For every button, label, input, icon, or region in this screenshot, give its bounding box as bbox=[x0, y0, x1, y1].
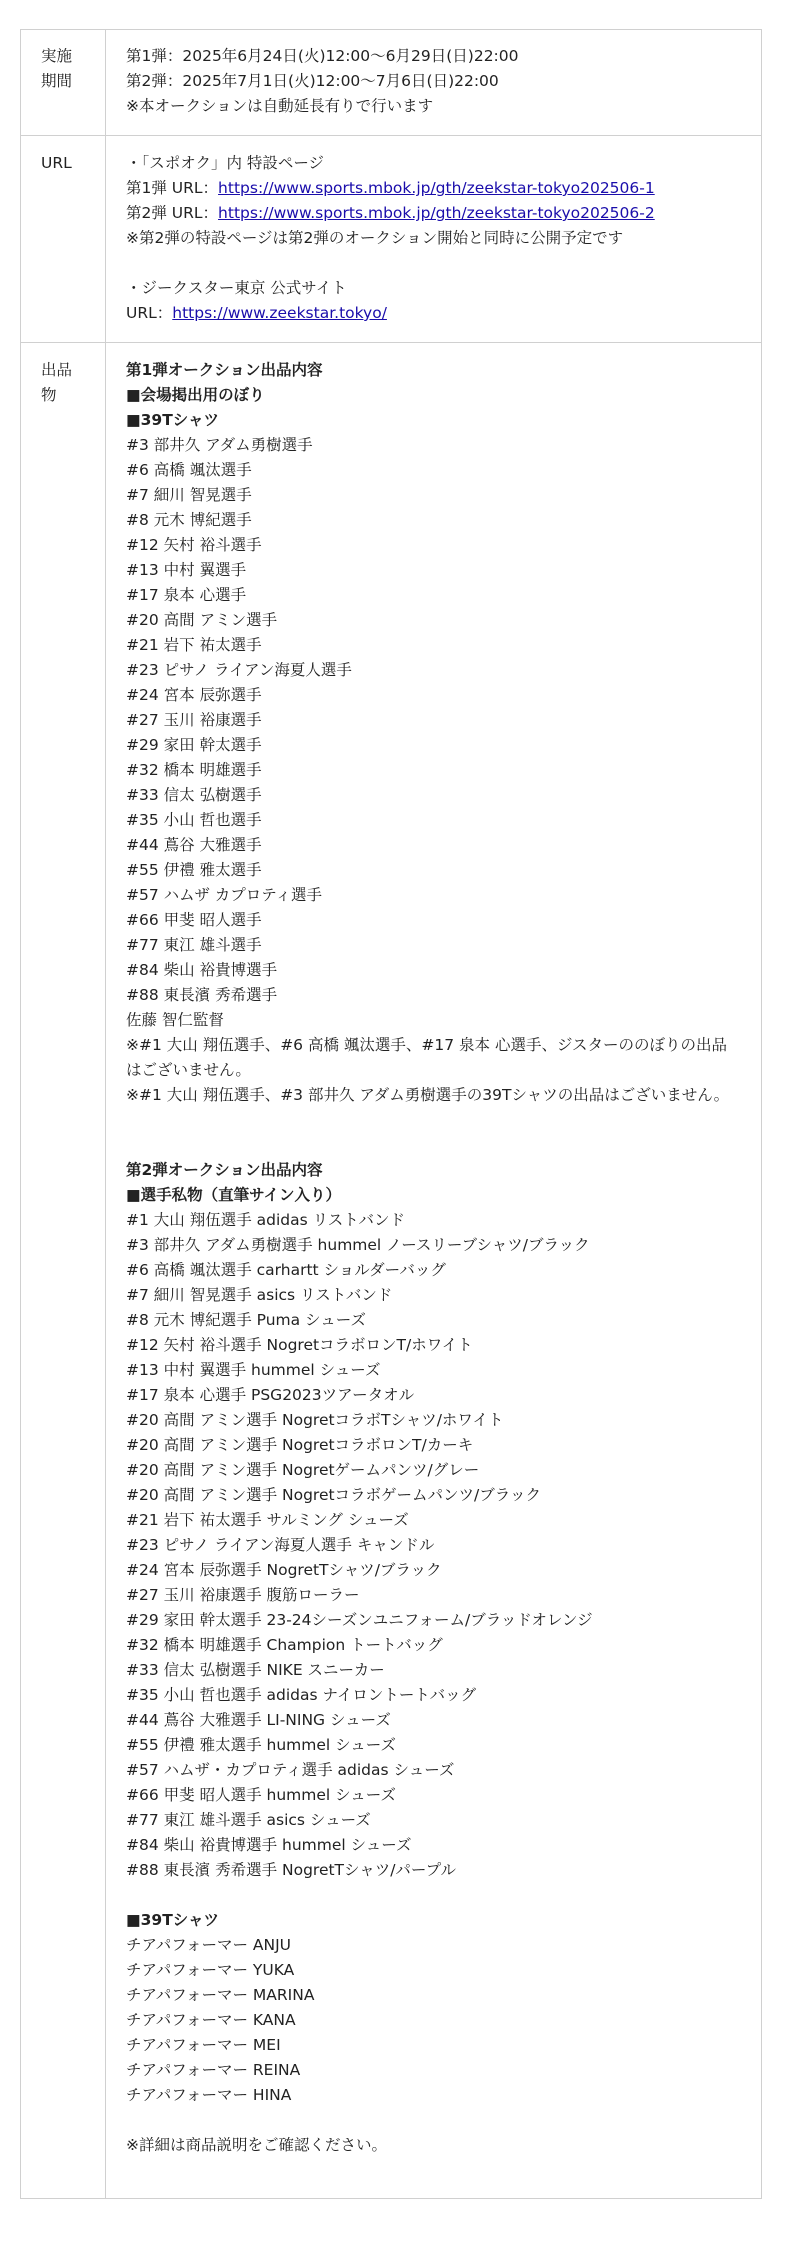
nobori-heading: ■会場掲出用のぼり bbox=[126, 386, 265, 404]
url-value bbox=[106, 136, 762, 343]
auction-info-table bbox=[20, 29, 762, 2199]
personal-item: #88 東長濱 秀希選手 NogretTシャツ/パープル bbox=[126, 1861, 457, 1879]
player-tshirt-item: #32 橋本 明雄選手 bbox=[126, 761, 262, 779]
personal-item: #66 甲斐 昭人選手 hummel シューズ bbox=[126, 1786, 397, 1804]
player-tshirt-item: #29 家田 幹太選手 bbox=[126, 736, 262, 754]
first-wave-note-1: ※#1 大山 翔伍選手、#6 高橋 颯汰選手、#17 泉本 心選手、ジスターののぼりの出品はございません。 bbox=[126, 1036, 727, 1079]
special-page-heading: ・「スポオク」内 特設ページ bbox=[126, 154, 325, 172]
player-tshirt-item: #57 ハムザ カプロティ選手 bbox=[126, 886, 323, 904]
cheer-tshirt-item: チアパフォーマー REINA bbox=[126, 2061, 301, 2079]
cheer-tshirt-item: チアパフォーマー ANJU bbox=[126, 1936, 292, 1954]
url-label: URL bbox=[21, 136, 106, 343]
player-tshirt-item: #55 伊禮 雅太選手 bbox=[126, 861, 262, 879]
player-tshirt-item: #24 宮本 辰弥選手 bbox=[126, 686, 262, 704]
cheer-tshirt-item: チアパフォーマー KANA bbox=[126, 2011, 296, 2029]
personal-item: #17 泉本 心選手 PSG2023ツアータオル bbox=[126, 1386, 415, 1404]
personal-item: #32 橋本 明雄選手 Champion トートバッグ bbox=[126, 1636, 443, 1654]
items-value bbox=[106, 343, 762, 2199]
personal-item: #44 蔦谷 大雅選手 LI-NING シューズ bbox=[126, 1711, 391, 1729]
personal-item: #35 小山 哲也選手 adidas ナイロントートバッグ bbox=[126, 1686, 477, 1704]
official-site-url-line bbox=[126, 301, 741, 326]
personal-item: #23 ピサノ ライアン海夏人選手 キャンドル bbox=[126, 1536, 435, 1554]
items-row bbox=[21, 343, 762, 2199]
second-wave-url-link[interactable]: https://www.sports.mbok.jp/gth/zeekstar-tokyo202506-2 bbox=[218, 204, 655, 222]
personal-item: #21 岩下 祐太選手 サルミング シューズ bbox=[126, 1511, 409, 1529]
personal-item: #33 信太 弘樹選手 NIKE スニーカー bbox=[126, 1661, 385, 1679]
personal-items-list bbox=[126, 1208, 741, 1883]
spacer bbox=[126, 2108, 741, 2133]
player-tshirt-item: #44 蔦谷 大雅選手 bbox=[126, 836, 262, 854]
personal-item: #84 柴山 裕貴博選手 hummel シューズ bbox=[126, 1836, 412, 1854]
first-wave-url-prefix: 第1弾 URL： bbox=[126, 179, 219, 197]
player-tshirt-item: #20 高間 アミン選手 bbox=[126, 611, 278, 629]
cheer-performer-list bbox=[126, 1933, 741, 2108]
first-wave-url-line bbox=[126, 176, 741, 201]
player-tshirt-item: #66 甲斐 昭人選手 bbox=[126, 911, 262, 929]
personal-item: #55 伊禮 雅太選手 hummel シューズ bbox=[126, 1736, 397, 1754]
personal-item: #13 中村 翼選手 hummel シューズ bbox=[126, 1361, 381, 1379]
personal-item: #29 家田 幹太選手 23-24シーズンユニフォーム/ブラッドオレンジ bbox=[126, 1611, 593, 1629]
player-tshirt-item: #12 矢村 裕斗選手 bbox=[126, 536, 262, 554]
items-label-line-2: 物 bbox=[41, 386, 57, 404]
player-tshirt-item: #17 泉本 心選手 bbox=[126, 586, 247, 604]
official-site-heading: ・ジークスター東京 公式サイト bbox=[126, 279, 347, 297]
period-row bbox=[21, 30, 762, 136]
spacer bbox=[126, 1883, 741, 1908]
player-tshirt-item: #23 ピサノ ライアン海夏人選手 bbox=[126, 661, 352, 679]
player-tshirt-item: #21 岩下 祐太選手 bbox=[126, 636, 262, 654]
player-tshirt-item: #88 東長濱 秀希選手 bbox=[126, 986, 278, 1004]
second-wave-url-line bbox=[126, 201, 741, 226]
details-note: ※詳細は商品説明をご確認ください。 bbox=[126, 2136, 387, 2154]
first-wave-note-2: ※#1 大山 翔伍選手、#3 部井久 アダム勇樹選手の39Tシャツの出品はございません。 bbox=[126, 1086, 730, 1104]
period-value bbox=[106, 30, 762, 136]
first-wave-player-list bbox=[126, 433, 741, 1033]
personal-item: #7 細川 智晃選手 asics リストバンド bbox=[126, 1286, 393, 1304]
personal-item: #20 高間 アミン選手 Nogretゲームパンツ/グレー bbox=[126, 1461, 480, 1479]
player-tshirt-item: 佐藤 智仁監督 bbox=[126, 1011, 224, 1029]
personal-item: #12 矢村 裕斗選手 NogretコラボロンT/ホワイト bbox=[126, 1336, 473, 1354]
personal-item: #20 高間 アミン選手 Nogretコラボゲームパンツ/ブラック bbox=[126, 1486, 541, 1504]
personal-item: #8 元木 博紀選手 Puma シューズ bbox=[126, 1311, 366, 1329]
player-tshirt-item: #3 部井久 アダム勇樹選手 bbox=[126, 436, 313, 454]
second-wave-tshirt-heading: ■39Tシャツ bbox=[126, 1911, 219, 1929]
period-second-wave: 第2弾：2025年7月1日(火)12:00〜7月6日(日)22:00 bbox=[126, 72, 499, 90]
spacer bbox=[126, 1108, 741, 1158]
personal-item: #77 東江 雄斗選手 asics シューズ bbox=[126, 1811, 371, 1829]
personal-item: #20 高間 アミン選手 NogretコラボロンT/カーキ bbox=[126, 1436, 474, 1454]
period-label bbox=[21, 30, 106, 136]
player-tshirt-item: #77 東江 雄斗選手 bbox=[126, 936, 262, 954]
items-label bbox=[21, 343, 106, 2199]
cheer-tshirt-item: チアパフォーマー YUKA bbox=[126, 1961, 295, 1979]
personal-item: #27 玉川 裕康選手 腹筋ローラー bbox=[126, 1586, 360, 1604]
second-wave-page-note: ※第2弾の特設ページは第2弾のオークション開始と同時に公開予定です bbox=[126, 229, 624, 247]
personal-item: #3 部井久 アダム勇樹選手 hummel ノースリーブシャツ/ブラック bbox=[126, 1236, 590, 1254]
player-tshirt-item: #8 元木 博紀選手 bbox=[126, 511, 252, 529]
personal-item: #1 大山 翔伍選手 adidas リストバンド bbox=[126, 1211, 405, 1229]
first-wave-tshirt-heading: ■39Tシャツ bbox=[126, 411, 219, 429]
cheer-tshirt-item: チアパフォーマー MARINA bbox=[126, 1986, 315, 2004]
items-label-line-1: 出品 bbox=[41, 361, 73, 379]
period-label-line-1: 実施 bbox=[41, 47, 73, 65]
player-tshirt-item: #84 柴山 裕貴博選手 bbox=[126, 961, 278, 979]
second-wave-url-prefix: 第2弾 URL： bbox=[126, 204, 219, 222]
personal-item: #20 高間 アミン選手 NogretコラボTシャツ/ホワイト bbox=[126, 1411, 504, 1429]
player-tshirt-item: #33 信太 弘樹選手 bbox=[126, 786, 262, 804]
second-wave-title: 第2弾オークション出品内容 bbox=[126, 1161, 323, 1179]
official-site-url-link[interactable]: https://www.zeekstar.tokyo/ bbox=[172, 304, 387, 322]
spacer bbox=[126, 251, 741, 276]
period-label-line-2: 期間 bbox=[41, 72, 73, 90]
player-tshirt-item: #35 小山 哲也選手 bbox=[126, 811, 262, 829]
period-auto-extend-note: ※本オークションは自動延長有りで行います bbox=[126, 97, 434, 115]
personal-item: #6 高橋 颯汰選手 carhartt ショルダーバッグ bbox=[126, 1261, 446, 1279]
player-tshirt-item: #27 玉川 裕康選手 bbox=[126, 711, 262, 729]
player-tshirt-item: #6 高橋 颯汰選手 bbox=[126, 461, 252, 479]
first-wave-title: 第1弾オークション出品内容 bbox=[126, 361, 323, 379]
official-site-url-prefix: URL： bbox=[126, 304, 173, 322]
period-first-wave: 第1弾：2025年6月24日(火)12:00〜6月29日(日)22:00 bbox=[126, 47, 519, 65]
cheer-tshirt-item: チアパフォーマー MEI bbox=[126, 2036, 281, 2054]
url-row bbox=[21, 136, 762, 343]
player-tshirt-item: #7 細川 智晃選手 bbox=[126, 486, 252, 504]
personal-item: #24 宮本 辰弥選手 NogretTシャツ/ブラック bbox=[126, 1561, 442, 1579]
first-wave-url-link[interactable]: https://www.sports.mbok.jp/gth/zeekstar-tokyo202506-1 bbox=[218, 179, 655, 197]
player-tshirt-item: #13 中村 翼選手 bbox=[126, 561, 247, 579]
personal-item: #57 ハムザ・カプロティ選手 adidas シューズ bbox=[126, 1761, 455, 1779]
personal-items-heading: ■選手私物（直筆サイン入り） bbox=[126, 1186, 342, 1204]
cheer-tshirt-item: チアパフォーマー HINA bbox=[126, 2086, 292, 2104]
